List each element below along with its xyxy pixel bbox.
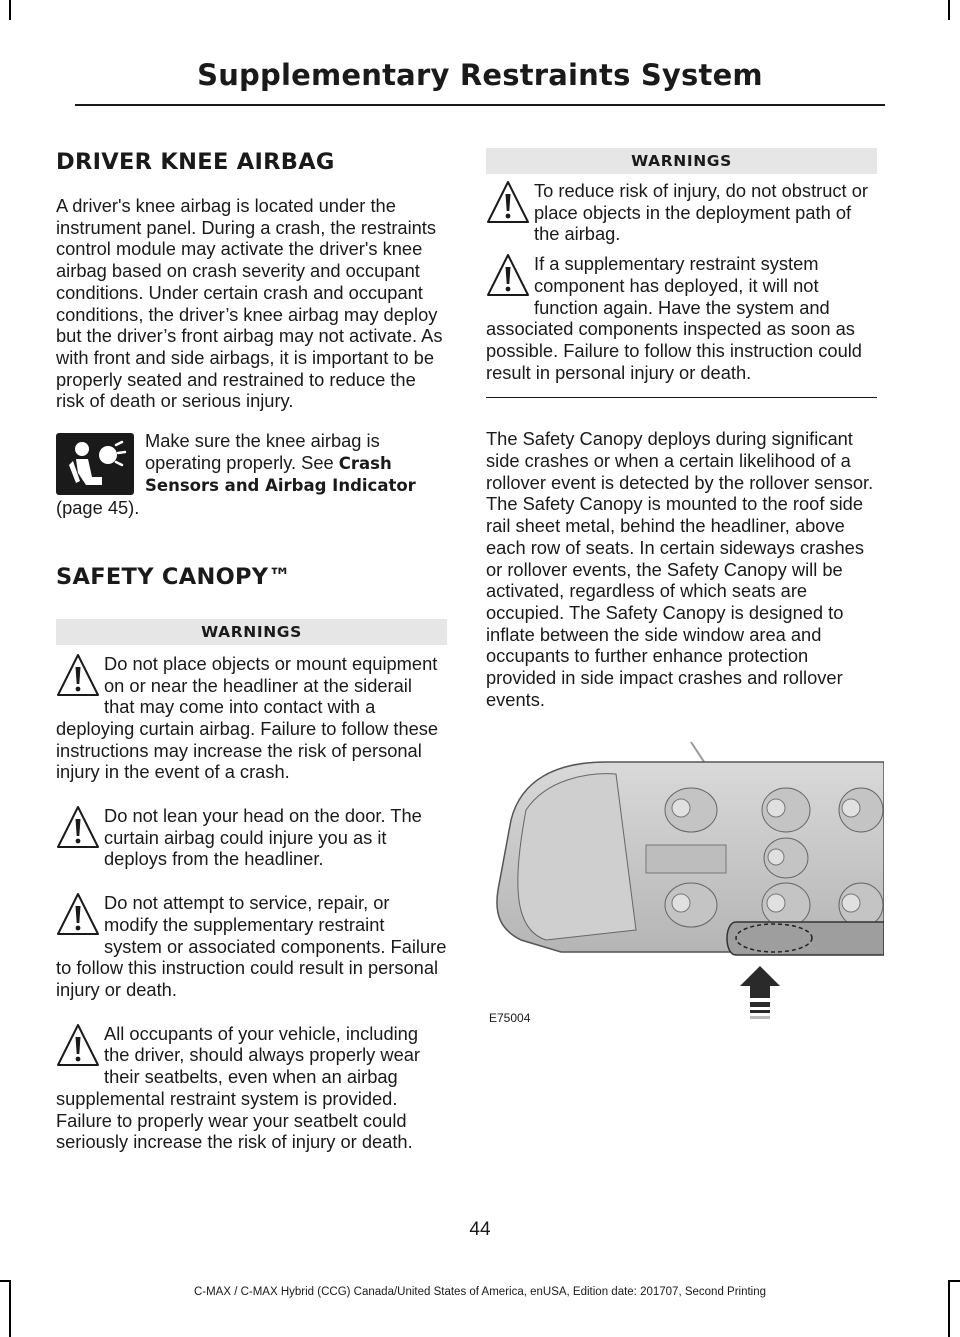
warning-text: Do not place objects or mount equipment on or near the headliner at the siderail that may come into contact with a deploying curtain airbag. Failure to follow these instructions may increase the risk of personal injury in the event of a crash. [56,652,439,783]
page-number: 44 [469,1219,491,1240]
knee-airbag-heading: DRIVER KNEE AIRBAG [56,149,335,175]
crop-mark-top-right-v [948,0,950,20]
warning-triangle-icon [56,805,100,851]
warning-item [486,180,877,245]
crop-mark-bottom-right-h [948,1280,960,1282]
warning-item [56,892,447,1001]
warning-text: All occupants of your vehicle, including the driver, should always properly wear their seatbelts, even when an airbag supplemental restraint system is provided. Failure to properly wear your seatbelt could seriously increase the risk of injury or death. [56,1022,421,1153]
warning-triangle-icon [56,1023,100,1069]
warning-triangle-icon [486,180,530,226]
note-text: Make sure the knee airbag is operating properly. See [145,430,380,473]
crop-mark-bottom-left-h [0,1280,11,1282]
warning-triangle-icon [486,253,530,299]
safety-canopy-heading: SAFETY CANOPY™ [56,563,292,590]
warnings-header-left: WARNINGS [56,619,447,645]
warning-text: Do not attempt to service, repair, or modify the supplementary restraint system or associated components. Failure to follow this instruction could result in personal injury or death. [56,892,447,1000]
note-page-ref: (page 45). [56,497,140,519]
safety-canopy-body: The Safety Canopy deploys during significant side crashes or when a certain likelihood of a rollover event is detected by the rollover sensor. The Safety Canopy is mounted to the roof side rail sheet metal, behind the headliner, above each row of seats. In certain sideways crashes or rollover events, the Safety Canopy will be activated, regardless of which seats are occupied. The Safety Canopy is designed to inflate between the side window area and occupants to further enhance protection provided in side impact crashes and rollover events. [486,428,874,710]
warning-text: To reduce risk of injury, do not obstruct or place objects in the deployment path of the airbag. [534,180,868,245]
warnings-end-rule [486,397,877,398]
warning-item [56,805,447,870]
left-column [56,145,447,1153]
knee-airbag-note [56,430,447,519]
vehicle-safety-canopy-illustration [486,740,884,1030]
airbag-indicator-icon [56,433,134,495]
warning-text: If a supplementary restraint system component has deployed, it will not function again. Have the system and associated components inspected as soon as possible. Failure to follow this instruction could result in personal injury or death. [486,253,862,383]
figure-label: E75004 [489,1011,531,1025]
warning-triangle-icon [56,892,100,938]
knee-airbag-body: A driver's knee airbag is located under the instrument panel. During a crash, the restraints control module may activate the driver's knee airbag based on crash severity and occupant conditions. Under certain crash and occupant conditions, the driver’s knee airbag may deploy but the driver’s front airbag may not activate. As with front and side airbags, it is important to be properly seated and restrained to reduce the risk of death or serious injury. [56,195,443,412]
warning-item [486,253,877,383]
header-rule [75,104,885,106]
warning-triangle-icon [56,653,100,699]
warning-item [56,1023,447,1153]
crash-sensors-link[interactable]: Crash Sensors and Airbag Indicator [145,453,416,496]
crop-mark-top-left-v [9,0,11,20]
footer-edition: C-MAX / C-MAX Hybrid (CCG) Canada/United States of America, enUSA, Edition date: 201707, Second Printing [193,1286,767,1298]
warnings-header-right: WARNINGS [486,148,877,174]
warning-item [56,653,447,783]
right-column [486,148,877,710]
warning-text: Do not lean your head on the door. The curtain airbag could injure you as it deploys from the headliner. [104,805,422,870]
page-header-title: Supplementary Restraints System [197,58,763,92]
